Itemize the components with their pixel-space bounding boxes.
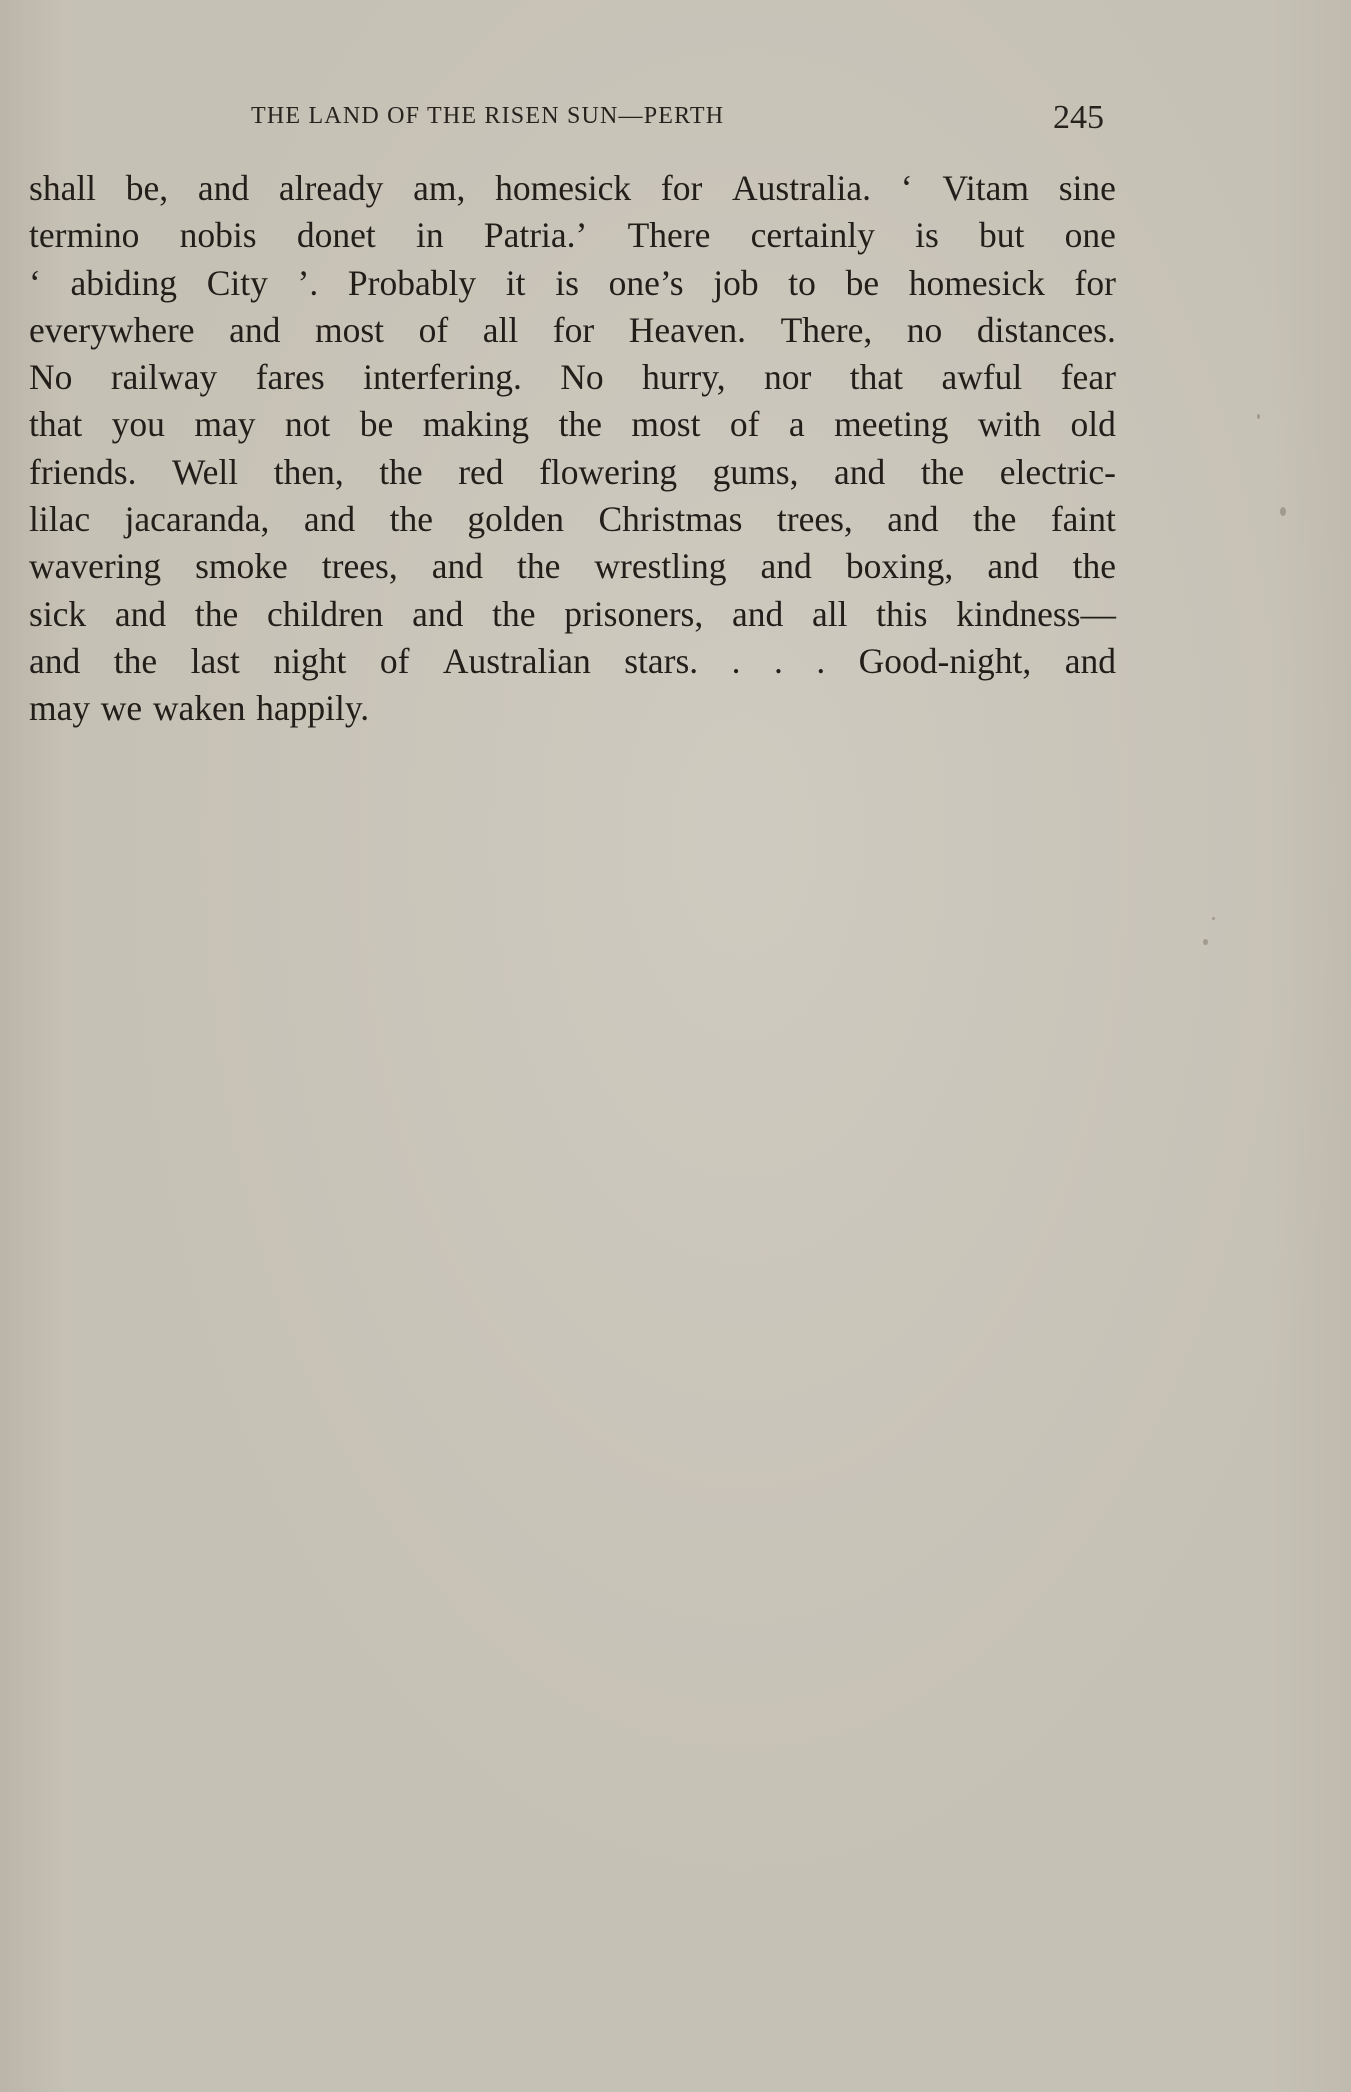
word: City (206, 262, 268, 303)
text-line (29, 638, 1116, 685)
running-head: THE LAND OF THE RISEN SUN—PERTH (251, 103, 725, 129)
text-line (29, 591, 1116, 638)
word: hurry, (642, 357, 726, 398)
word: old (1070, 404, 1116, 445)
word: golden (467, 499, 565, 540)
text-line (29, 260, 1116, 307)
word: and (1064, 640, 1116, 681)
word: There, (780, 309, 873, 350)
word: electric- (999, 451, 1116, 492)
paper-speck (1203, 939, 1208, 945)
word: Australia. (732, 168, 872, 208)
word: faint (1050, 499, 1116, 540)
word: trees, (776, 499, 853, 540)
text-line (29, 401, 1116, 448)
word: the (972, 499, 1017, 540)
word: is (915, 215, 939, 256)
word: for (660, 168, 703, 208)
word: Christmas (598, 499, 743, 540)
word: gums, (712, 451, 799, 492)
word: with (977, 404, 1042, 445)
word: meeting (834, 404, 949, 445)
word: railway (110, 357, 218, 398)
word: to (788, 262, 816, 303)
body-text (29, 165, 1116, 733)
word: one’s (608, 262, 684, 303)
word: it (505, 262, 526, 303)
word: ‘ (900, 168, 913, 208)
word: sine (1058, 168, 1116, 208)
word: is (555, 262, 579, 303)
word: for (552, 309, 595, 350)
word: lilac (29, 499, 91, 540)
word: no (906, 309, 943, 350)
word: job (713, 262, 759, 303)
word: boxing, (845, 546, 954, 587)
word: nobis (179, 215, 257, 256)
word: be (359, 404, 394, 445)
paper-speck (1280, 507, 1286, 516)
word: may (29, 688, 91, 729)
word: we (100, 688, 143, 729)
word: be, (125, 168, 169, 208)
word: No (29, 357, 73, 398)
word: and (114, 593, 167, 634)
word: the (1072, 546, 1116, 587)
word: of (729, 404, 760, 445)
word: Vitam (942, 168, 1029, 208)
word: . (773, 640, 783, 681)
word: the (920, 451, 965, 492)
text-line (29, 354, 1116, 401)
word: in (415, 215, 444, 256)
word: and (987, 546, 1039, 587)
word: not (284, 404, 331, 445)
word: donet (296, 215, 376, 256)
text-line (29, 685, 1116, 732)
word: children (267, 593, 384, 634)
word: happily. (256, 688, 370, 729)
word: a (788, 404, 805, 445)
word: No (560, 357, 604, 398)
word: There (627, 215, 711, 256)
word: one (1064, 215, 1116, 256)
word: the (558, 404, 602, 445)
word: fear (1060, 357, 1116, 398)
word: the (379, 451, 423, 492)
word: nor (764, 357, 812, 398)
word: Probably (347, 262, 477, 303)
text-line (29, 543, 1116, 590)
word: Australian (442, 640, 591, 681)
word: ’. (297, 262, 319, 303)
word: waken (152, 688, 246, 729)
word: termino (29, 215, 140, 256)
word: the (113, 640, 158, 681)
word: most (314, 309, 384, 350)
word: of (418, 309, 449, 350)
word: awful (941, 357, 1023, 398)
word: you (111, 404, 165, 445)
word: the (389, 499, 433, 540)
word: Good-night, (858, 640, 1032, 681)
word: am, (413, 168, 466, 208)
word: and (303, 499, 356, 540)
word: and (834, 451, 886, 492)
word: the (194, 593, 239, 634)
word: may (194, 404, 256, 445)
word: ‘ (29, 262, 41, 303)
word: night (273, 640, 347, 681)
word: . (816, 640, 826, 681)
word: interfering. (363, 357, 522, 398)
word: all (482, 309, 519, 350)
word: Patria.’ (483, 215, 588, 256)
word: that (849, 357, 904, 398)
word: and (197, 168, 250, 208)
word: everywhere (29, 309, 195, 350)
word: kindness— (956, 593, 1116, 634)
word: of (379, 640, 410, 681)
word: and (887, 499, 939, 540)
paper-speck (1257, 414, 1260, 419)
word: . (731, 640, 741, 681)
word: wavering (29, 546, 162, 587)
word: the (517, 546, 561, 587)
word: homesick (908, 262, 1045, 303)
word: fares (255, 357, 325, 398)
word: wrestling (594, 546, 727, 587)
text-line (29, 496, 1116, 543)
word: sick (29, 593, 87, 634)
word: certainly (750, 215, 875, 256)
word: this (876, 593, 928, 634)
text-line (29, 212, 1116, 259)
word: friends. (29, 451, 137, 492)
word: and (412, 593, 464, 634)
text-line (29, 165, 1116, 212)
word: prisoners, (564, 593, 704, 634)
word: homesick (495, 168, 632, 208)
word: the (492, 593, 536, 634)
paper-speck (1212, 917, 1215, 920)
word: then, (273, 451, 344, 492)
word: making (422, 404, 530, 445)
word: and (229, 309, 281, 350)
word: already (278, 168, 384, 208)
word: but (979, 215, 1025, 256)
word: and (431, 546, 483, 587)
page-number: 245 (1053, 99, 1104, 136)
word: be (845, 262, 880, 303)
text-line (29, 307, 1116, 354)
word: shall (29, 168, 97, 208)
word: and (760, 546, 812, 587)
word: trees, (321, 546, 398, 587)
word: smoke (195, 546, 288, 587)
word: Well (172, 451, 239, 492)
text-line (29, 449, 1116, 496)
word: abiding (70, 262, 177, 303)
word: for (1074, 262, 1116, 303)
word: most (631, 404, 701, 445)
word: Heaven. (628, 309, 747, 350)
word: flowering (539, 451, 678, 492)
word: jacaranda, (124, 499, 270, 540)
word: last (190, 640, 240, 681)
word: distances. (976, 309, 1116, 350)
word: all (811, 593, 848, 634)
word: and (29, 640, 81, 681)
word: red (458, 451, 504, 492)
word: and (731, 593, 784, 634)
word: stars. (624, 640, 699, 681)
word: that (29, 404, 83, 445)
